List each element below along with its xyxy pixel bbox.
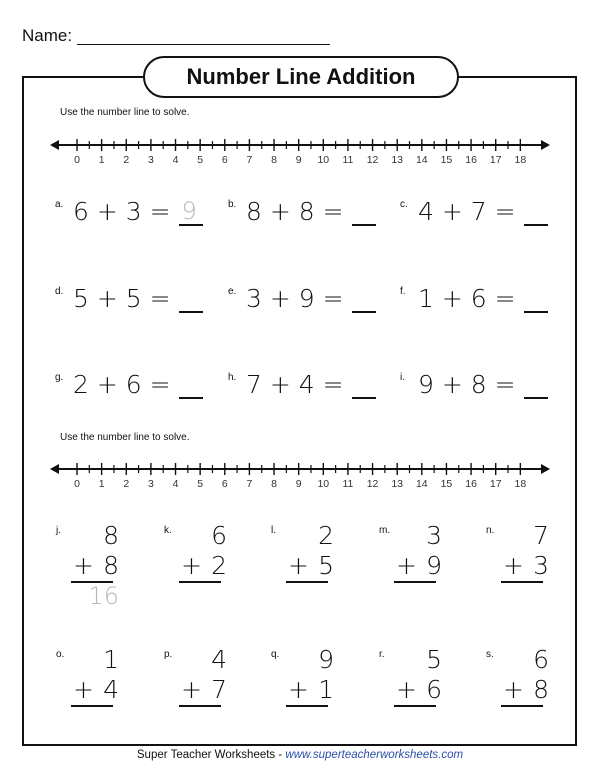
answer-example: 16	[88, 582, 119, 610]
problem-label: m.	[379, 525, 391, 536]
problem-label: b.	[228, 199, 237, 210]
answer-blank[interactable]	[352, 202, 376, 226]
addend-a: 9	[318, 645, 334, 674]
addend-a: 7	[246, 370, 262, 399]
sum-line[interactable]	[501, 581, 543, 583]
footer-brand: Super Teacher Worksheets -	[136, 749, 286, 761]
addend-a: 1	[418, 284, 434, 313]
problem-expression: 8 + 8 =	[246, 197, 376, 226]
addend-a: 3	[246, 284, 262, 313]
title-text: Number Line Addition	[186, 64, 416, 89]
sum-line[interactable]	[501, 705, 543, 707]
problem-label: k.	[164, 525, 172, 536]
number-line-tick-label: 15	[440, 154, 453, 166]
number-line-tick-label: 11	[342, 154, 354, 166]
addend-a: 4	[211, 645, 227, 674]
number-line-tick-label: 2	[123, 154, 130, 166]
number-line-tick-label: 10	[317, 154, 330, 166]
number-line-tick-label: 10	[317, 478, 330, 490]
number-line-tick-label: 12	[366, 154, 379, 166]
sum-line[interactable]	[286, 581, 328, 583]
number-line-tick-label: 16	[465, 478, 477, 490]
number-line-tick-label: 5	[197, 154, 204, 166]
plus-sign: +	[503, 551, 524, 580]
number-line-tick-label: 13	[391, 478, 404, 490]
instructions-1: Use the number line to solve.	[60, 107, 190, 118]
name-blank-line[interactable]	[77, 44, 330, 45]
problem-label: n.	[486, 525, 495, 536]
number-line-2	[50, 459, 550, 499]
problem-k	[173, 521, 233, 601]
addend-b: 9	[426, 551, 442, 580]
addend-b: 7	[211, 675, 227, 704]
number-line-tick-label: 16	[465, 154, 477, 166]
number-line-tick-label: 11	[342, 478, 354, 490]
number-line-tick-label: 7	[246, 154, 253, 166]
worksheet-title	[143, 56, 459, 98]
addend-a: 1	[103, 645, 119, 674]
addend-b: 9	[298, 284, 315, 313]
addend-a: 6	[73, 197, 89, 226]
addend-b: 4	[298, 370, 315, 399]
addend-b: 6	[125, 370, 142, 399]
problem-label: h.	[228, 372, 237, 383]
problem-r	[388, 645, 448, 725]
addend-b: 8	[103, 551, 119, 580]
number-line-tick-label: 12	[366, 478, 379, 490]
number-line-tick-label: 1	[98, 154, 105, 166]
problem-label: e.	[228, 286, 237, 297]
addend-a: 6	[533, 645, 549, 674]
instructions-2: Use the number line to solve.	[60, 432, 190, 443]
sum-line[interactable]	[394, 581, 436, 583]
addend-b: 5	[125, 284, 142, 313]
problem-label: j.	[56, 525, 61, 536]
addend-a: 3	[426, 521, 442, 550]
addend-a: 2	[73, 370, 89, 399]
problem-label: r.	[379, 649, 385, 660]
number-line-tick-label: 18	[514, 478, 527, 490]
problem-l	[280, 521, 340, 601]
addend-a: 5	[73, 284, 89, 313]
number-line-tick-label: 18	[514, 154, 527, 166]
problem-label: d.	[55, 286, 64, 297]
problem-label: s.	[486, 649, 494, 660]
arrow-right-icon	[541, 140, 550, 150]
answer-blank[interactable]	[352, 375, 376, 399]
number-line-tick-label: 0	[74, 154, 80, 166]
problem-label: a.	[55, 199, 64, 210]
number-line-tick-label: 15	[440, 478, 453, 490]
problem-p	[173, 645, 233, 725]
problem-o	[65, 645, 125, 725]
addend-b: 6	[426, 675, 442, 704]
plus-sign: +	[73, 551, 94, 580]
addend-a: 5	[426, 645, 442, 674]
plus-sign: +	[181, 675, 202, 704]
addend-b: 4	[103, 675, 119, 704]
problem-label: f.	[400, 286, 406, 297]
problem-expression: 1 + 6 =	[418, 284, 548, 313]
problem-m	[388, 521, 448, 601]
number-line-tick-label: 3	[147, 478, 154, 490]
problem-label: l.	[271, 525, 276, 536]
addend-a: 7	[533, 521, 549, 550]
problem-expression: 3 + 9 =	[246, 284, 376, 313]
problem-expression: 2 + 6 =	[73, 370, 203, 399]
arrow-left-icon	[50, 464, 59, 474]
name-label: Name:	[22, 26, 73, 45]
problem-s	[495, 645, 555, 725]
problem-q	[280, 645, 340, 725]
problem-label: c.	[400, 199, 408, 210]
answer-example: 9	[181, 197, 197, 225]
sum-line[interactable]	[179, 581, 221, 583]
problem-label: o.	[56, 649, 65, 660]
answer-blank[interactable]	[179, 375, 203, 399]
number-line-tick-label: 8	[271, 154, 277, 166]
addend-b: 1	[318, 675, 334, 704]
answer-blank[interactable]	[524, 202, 548, 226]
number-line-1	[50, 135, 550, 175]
sum-line[interactable]	[71, 705, 113, 707]
number-line-tick-label: 8	[271, 478, 277, 490]
plus-sign: +	[396, 675, 417, 704]
sum-line[interactable]	[179, 705, 221, 707]
answer-blank[interactable]	[179, 197, 203, 226]
number-line-tick-label: 9	[295, 478, 302, 490]
arrow-right-icon	[541, 464, 550, 474]
arrow-left-icon	[50, 140, 59, 150]
sum-line[interactable]	[286, 705, 328, 707]
number-line-tick-label: 0	[74, 478, 80, 490]
plus-sign: +	[288, 551, 309, 580]
addend-b: 2	[211, 551, 227, 580]
plus-sign: +	[288, 675, 309, 704]
addend-b: 8	[470, 370, 487, 399]
number-line-tick-label: 7	[246, 478, 253, 490]
addend-a: 4	[418, 197, 434, 226]
addend-b: 7	[470, 197, 487, 226]
answer-blank[interactable]	[352, 289, 376, 313]
problem-expression: 6 + 3 = 9	[73, 197, 203, 226]
number-line-tick-label: 17	[489, 478, 502, 490]
addend-a: 9	[418, 370, 434, 399]
problem-expression: 7 + 4 =	[246, 370, 376, 399]
number-line-tick-label: 4	[172, 154, 179, 166]
addend-b: 8	[533, 675, 549, 704]
number-line-tick-label: 17	[489, 154, 502, 166]
plus-sign: +	[73, 675, 94, 704]
addend-a: 2	[318, 521, 334, 550]
addend-b: 3	[533, 551, 549, 580]
number-line-tick-label: 5	[197, 478, 204, 490]
number-line-tick-label: 1	[98, 478, 105, 490]
problem-n	[495, 521, 555, 601]
answer-blank[interactable]	[524, 375, 548, 399]
footer-url[interactable]: www.superteacherworksheets.com	[285, 749, 464, 761]
addend-b: 8	[298, 197, 315, 226]
addend-a: 8	[246, 197, 262, 226]
problem-label: i.	[400, 372, 405, 383]
addend-b: 6	[470, 284, 487, 313]
plus-sign: +	[396, 551, 417, 580]
addend-b: 3	[125, 197, 142, 226]
answer-blank[interactable]	[524, 289, 548, 313]
plus-sign: +	[503, 675, 524, 704]
problem-label: p.	[164, 649, 173, 660]
number-line-tick-label: 6	[221, 478, 228, 490]
number-line-tick-label: 13	[391, 154, 404, 166]
problem-j	[65, 521, 125, 610]
number-line-tick-label: 9	[295, 154, 302, 166]
addend-a: 6	[211, 521, 227, 550]
problem-expression: 5 + 5 =	[73, 284, 203, 313]
addend-b: 5	[318, 551, 334, 580]
problem-expression: 9 + 8 =	[418, 370, 548, 399]
problem-expression: 4 + 7 =	[418, 197, 548, 226]
number-line-tick-label: 6	[221, 154, 228, 166]
addend-a: 8	[103, 521, 119, 550]
problem-label: q.	[271, 649, 280, 660]
problem-label: g.	[55, 372, 64, 383]
sum-line[interactable]	[394, 705, 436, 707]
footer	[0, 749, 600, 761]
number-line-tick-label: 2	[123, 478, 130, 490]
plus-sign: +	[181, 551, 202, 580]
number-line-tick-label: 14	[415, 478, 428, 490]
number-line-tick-label: 14	[415, 154, 428, 166]
number-line-tick-label: 4	[172, 478, 179, 490]
number-line-tick-label: 3	[147, 154, 154, 166]
answer-blank[interactable]	[179, 289, 203, 313]
